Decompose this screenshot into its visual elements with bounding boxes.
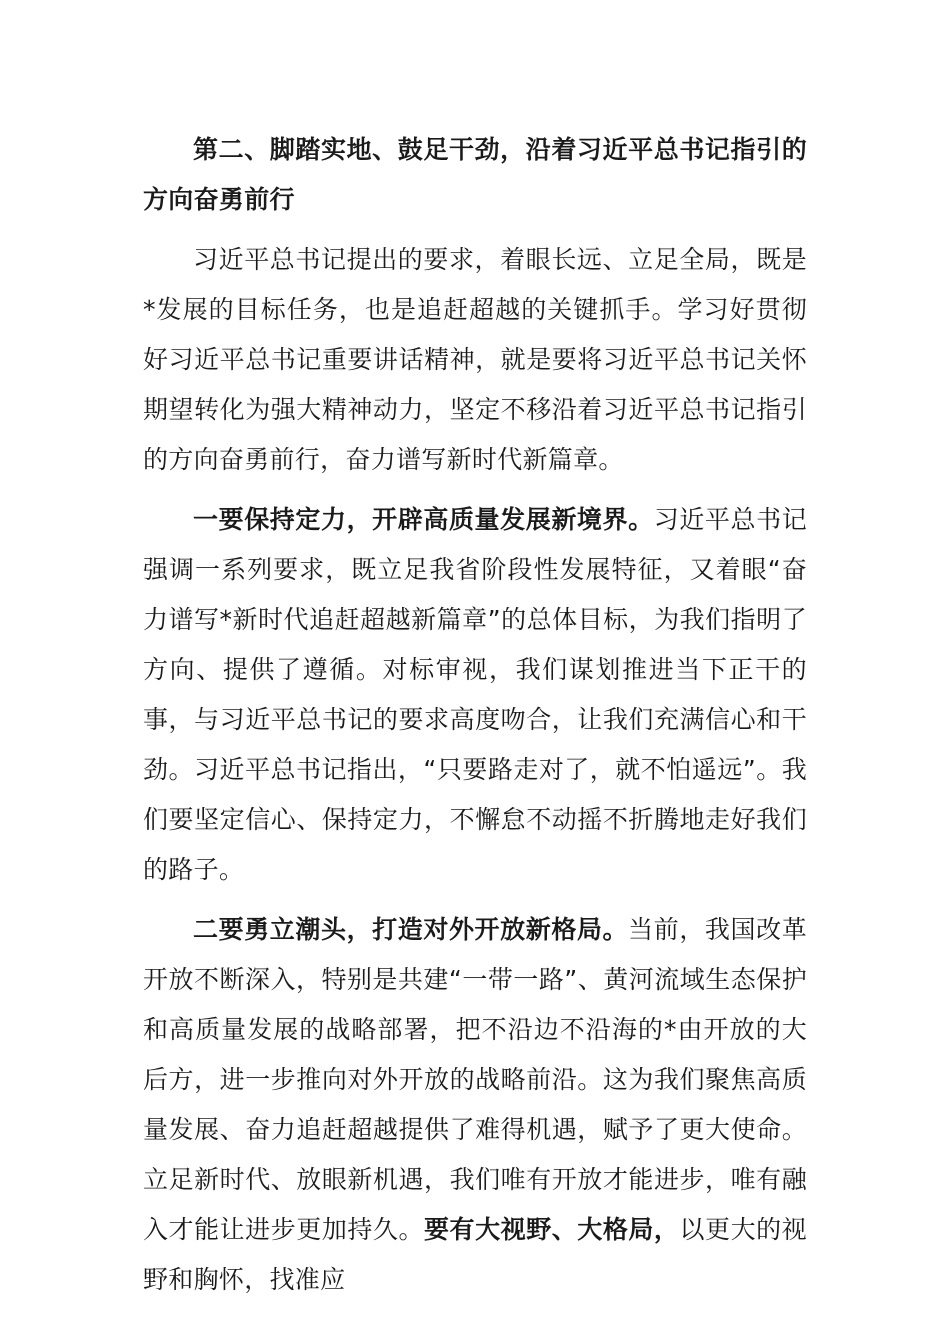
paragraph-text-continued: 以更大的视野和胸怀，找准应	[143, 1215, 807, 1294]
body-paragraph-intro	[143, 235, 807, 485]
document-page	[143, 125, 807, 1305]
paragraph-lead: 二要勇立潮头，打造对外开放新格局。	[193, 915, 629, 944]
paragraph-text: 习近平总书记提出的要求，着眼长远、立足全局，既是*发展的目标任务，也是追赶超越的关键抓手。学习好贯彻好习近平总书记重要讲话精神，就是要将习近平总书记关怀期望转化为强大精神动力，坚定不移沿着习近平总书记指引的方向奋勇前行，奋力谱写新时代新篇章。	[143, 245, 807, 474]
body-paragraph-point-two	[143, 905, 807, 1305]
body-paragraph-point-one	[143, 495, 807, 895]
paragraph-text: 当前，我国改革开放不断深入，特别是共建“一带一路”、黄河流域生态保护和高质量发展的战略部署，把不沿边不沿海的*由开放的大后方，进一步推向对外开放的战略前沿。这为我们聚焦高质量发展、奋力追赶超越提供了难得机遇，赋予了更大使命。立足新时代、放眼新机遇，我们唯有开放才能进步，唯有融入才能让进步更加持久。	[143, 915, 807, 1244]
paragraph-inline-lead: 要有大视野、大格局，	[424, 1215, 680, 1244]
paragraph-lead: 一要保持定力，开辟高质量发展新境界。	[193, 505, 654, 534]
paragraph-text: 习近平总书记强调一系列要求，既立足我省阶段性发展特征，又着眼“奋力谱写*新时代追赶超越新篇章”的总体目标，为我们指明了方向、提供了遵循。对标审视，我们谋划推进当下正干的事，与习近平总书记的要求高度吻合，让我们充满信心和干劲。习近平总书记指出，“只要路走对了，就不怕遥远”。我们要坚定信心、保持定力，不懈怠不动摇不折腾地走好我们的路子。	[143, 505, 807, 884]
section-heading: 第二、脚踏实地、鼓足干劲，沿着习近平总书记指引的方向奋勇前行	[143, 135, 807, 214]
